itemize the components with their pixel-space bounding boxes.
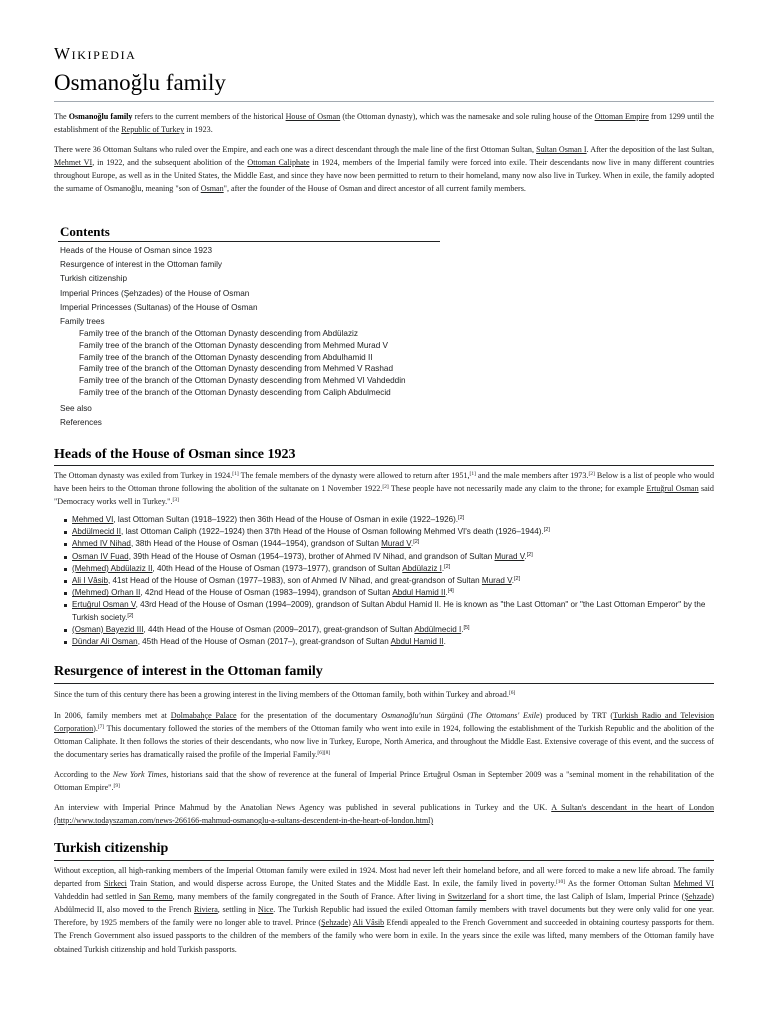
bold-term: Osmanoğlu family <box>68 112 133 121</box>
toc-divider <box>58 241 440 242</box>
text-run: , in 1922, and the subsequent abolition of the <box>92 158 248 168</box>
head-link[interactable]: Dündar Ali Osman <box>72 637 138 647</box>
list-item <box>64 526 714 538</box>
citizenship-paragraph <box>54 864 714 956</box>
text-run: Below is a list of people who would have been heirs to the Ottoman throne following the abolition of the sultanate on 1 November 1922. <box>54 471 714 494</box>
link-ali-vasib[interactable]: Ali Vâsib <box>352 918 385 928</box>
list-item <box>64 599 714 623</box>
table-of-contents <box>60 244 460 430</box>
text-run: ", after the founder of the House of Osman and direct ancestor of all current family members. <box>223 184 526 194</box>
text-run: refers to the current members of the historical <box>132 112 286 121</box>
text-run: . <box>461 624 464 634</box>
text-run: said "Democracy works well in Turkey.". <box>54 484 714 507</box>
toc-item[interactable]: Heads of the House of Osman since 1923 <box>60 246 213 255</box>
toc-subitem[interactable]: Family tree of the branch of the Ottoman Dynasty descending from Caliph Abdulmecid <box>79 387 391 397</box>
citation-ref[interactable]: [3] <box>172 497 179 504</box>
citation-ref[interactable]: [5] <box>463 624 470 631</box>
text-run: , settling in <box>217 905 259 915</box>
resurgence-paragraph-1 <box>54 688 714 701</box>
citation-ref[interactable]: [2] <box>127 612 134 619</box>
text-run: and the male members after 1973. <box>475 471 589 480</box>
link-sehzade[interactable]: Şehzade <box>321 918 349 928</box>
citation-ref[interactable]: [2] <box>444 563 451 570</box>
citation-ref[interactable]: [6][8] <box>317 750 331 757</box>
text-run: The <box>54 112 69 121</box>
toc-item[interactable]: Resurgence of interest in the Ottoman family <box>60 260 223 270</box>
text-run: Vahdeddin had settled in <box>54 892 139 902</box>
text-run: . <box>524 551 527 561</box>
text-run: This documentary followed the stories of the members of the Ottoman family who went into exile in 1924, following the establishment of the Turkish Republic and the abolition of the Ottoman Caliphate. It then follows the stories of their descendants, who now live in Turkey, Europe, North America, and throughout the Middle East. Extensive coverage of this event, and the success of the documentary series has dramatically raised the profile of the Imperial Family. <box>54 724 714 760</box>
head-link[interactable]: Mehmed VI <box>72 515 114 524</box>
link-switzerland[interactable]: Switzerland <box>447 892 487 902</box>
text-run: According to the <box>54 770 113 779</box>
toc-subitem[interactable]: Family tree of the branch of the Ottoman Dynasty descending from Mehmed VI Vahdeddin <box>79 376 406 386</box>
sultan-link[interactable]: Murad V <box>381 539 411 549</box>
list-item <box>64 587 714 599</box>
citation-ref[interactable]: [2] <box>588 471 595 477</box>
text-run: from 1299 until the establishment of the <box>54 112 715 135</box>
list-item <box>64 514 714 526</box>
text-run: for the presentation of the documentary <box>236 711 382 720</box>
text-run: . <box>410 539 414 549</box>
wikipedia-wordmark[interactable]: Wikipedia <box>54 44 137 63</box>
text-run: The Ottoman dynasty was exiled from Turkey in 1924. <box>54 471 233 480</box>
list-item <box>64 575 714 587</box>
sultan-link[interactable]: Abdülmecid I <box>414 624 462 634</box>
link-sehzade[interactable]: Şehzade <box>684 892 712 902</box>
text-run: There were 36 Ottoman Sultans who ruled over the Empire, and each one was a direct descendant through the male line of the first Ottoman Sultan, <box>54 145 537 154</box>
text-run: , 45th Head of the House of Osman (2017–), great-grandson of Sultan <box>137 637 391 647</box>
text-run: , 40th Head of the House of Osman (1973–1977), grandson of Sultan <box>152 563 403 573</box>
text-run: ) <box>348 918 353 928</box>
text-run: in 1924, members of the Imperial family were forced into exile. Their descendants now live in many different countries throughout Europe, as well as in the United States, the Middle East, and since they have now been permitted to return to their homeland, many now also live in Turkey. When in exile, the family adopted the surname of Osmanoğlu, meaning "son of <box>54 158 714 194</box>
link-sultan-osman-i[interactable]: Sultan Osman I <box>536 145 587 154</box>
text-run: Efendi appealed to the French Government and succeeded in obtaining courtesy passports for them. The French Government also issued passports to the children of the members of the family who were born in exile. In the years since the exile was lifted, many members of the Ottoman family have obtained Turkish citizenship and hold Turkish passports. <box>54 918 714 954</box>
list-item <box>64 551 714 563</box>
citation-ref[interactable]: [1] <box>469 471 476 477</box>
sultan-link[interactable]: Abdul Hamid II <box>392 588 446 598</box>
head-link[interactable]: Ahmed IV Nihad <box>72 539 131 549</box>
text-run: , historians said that the show of reverence at the funeral of Imperial Prince Ertuğrul Osman in September 2009 was a "seminal moment in the rehabilitation of the Ottoman Empire". <box>54 770 715 793</box>
text-run: , 39th Head of the House of Osman (1954–1973), brother of Ahmed IV Nihad, and grandson of Sultan <box>128 551 495 561</box>
link-osman[interactable]: Osman <box>200 184 224 194</box>
text-run: . <box>441 563 445 573</box>
link-dolmabahce-palace[interactable]: Dolmabahçe Palace <box>170 711 237 720</box>
link-nice[interactable]: Nice <box>258 905 274 915</box>
section-divider <box>54 683 714 684</box>
head-link[interactable]: Ertuğrul Osman V <box>72 600 136 610</box>
heads-list <box>64 514 714 648</box>
toc-subitem[interactable]: Family tree of the branch of the Ottoman Dynasty descending from Abdulhamid II <box>79 352 373 362</box>
head-link[interactable]: (Mehmed) Abdülaziz II <box>72 563 153 573</box>
text-run: . <box>445 588 448 598</box>
text-run: for a short time, the last Caliph of Islam, Imperial Prince ( <box>486 892 685 902</box>
toc-subitem[interactable]: Family tree of the branch of the Ottoman Dynasty descending from Abdülaziz <box>79 328 358 338</box>
text-run: , 44th Head of the House of Osman (2009–2017), great-grandson of Sultan <box>143 624 415 634</box>
citation-ref[interactable]: [9] <box>113 783 120 790</box>
toc-item[interactable]: Imperial Princesses (Sultanas) of the House of Osman <box>60 302 258 312</box>
documentary-title: Osmanoğlu'nun Sürgünü <box>381 711 464 720</box>
citation-ref[interactable]: [2] <box>543 527 550 534</box>
text-run: An interview with Imperial Prince Mahmud by the Anatolian News Agency was published in several publications in Turkey and the UK. <box>54 803 552 812</box>
link-ottoman-empire[interactable]: Ottoman Empire <box>594 112 649 121</box>
citation-ref[interactable]: [1] <box>232 471 239 477</box>
citation-ref[interactable]: [6] <box>508 690 516 696</box>
link-san-remo[interactable]: San Remo <box>138 892 173 902</box>
toc-item[interactable]: Family trees <box>60 316 105 326</box>
link-trt[interactable]: Turkish Radio and Television Corporation <box>54 711 714 734</box>
link-ertugrul-osman[interactable]: Ertuğrul Osman <box>646 484 699 494</box>
text-run: The female members of the dynasty were allowed to return after 1951, <box>238 471 470 480</box>
link-republic-of-turkey[interactable]: Republic of Turkey <box>121 125 185 135</box>
sultan-link[interactable]: Abdülaziz I <box>402 563 442 573</box>
text-run: In 2006, family members met at <box>54 711 171 720</box>
text-run: ( <box>463 711 470 720</box>
text-run: (the Ottoman dynasty), which was the namesake and sole ruling house of the <box>340 112 595 121</box>
head-link[interactable]: Abdülmecid II <box>72 527 122 537</box>
text-run: . The Turkish Republic had issued the exiled Ottoman family members with travel documents but they were only valid for one year. Therefore, by 1925 members of the family were no longer able to travel. Prince ( <box>54 905 714 928</box>
sultan-link[interactable]: Murad V <box>481 576 512 586</box>
heading-heads: Heads of the House of Osman since 1923 <box>54 447 296 462</box>
documentary-title-english: The Ottomans' Exile <box>469 711 540 720</box>
list-item <box>64 563 714 575</box>
text-run: , 42nd Head of the House of Osman (1983–1994), grandson of Sultan <box>140 588 393 598</box>
toc-title: Contents <box>60 224 110 239</box>
text-run: . <box>511 576 515 586</box>
toc-subitem[interactable]: Family tree of the branch of the Ottoman Dynasty descending from Mehmed V Rashad <box>79 364 394 374</box>
citation-ref[interactable]: [7] <box>97 724 105 731</box>
resurgence-paragraph-4 <box>54 801 714 827</box>
sultan-link[interactable]: Abdul Hamid II <box>390 637 444 647</box>
citation-ref[interactable]: [2] <box>514 576 521 583</box>
text-run: in 1923. <box>184 125 213 135</box>
text-run: As the former Ottoman Sultan <box>565 879 674 889</box>
head-link[interactable]: (Osman) Bayezid III <box>72 624 144 634</box>
section-divider <box>54 465 714 466</box>
list-item <box>64 624 714 636</box>
publication-name: New York Times <box>112 770 167 779</box>
intro-paragraph-2 <box>54 143 714 195</box>
link-mehmet-vi[interactable]: Mehmet VI <box>54 158 93 168</box>
heading-citizenship: Turkish citizenship <box>54 841 169 856</box>
link-house-of-osman[interactable]: House of Osman <box>285 112 341 121</box>
citation-ref[interactable]: [2] <box>526 551 533 558</box>
intro-paragraph-1 <box>54 110 714 136</box>
text-run: , many members of the family congregated in the South of France. After living in <box>172 892 448 902</box>
link-riviera[interactable]: Riviera <box>193 905 218 915</box>
list-item <box>64 636 714 648</box>
head-link[interactable]: Osman IV Fuad <box>72 551 129 561</box>
toc-item[interactable]: Turkish citizenship <box>60 274 128 284</box>
text-run: These people have not necessarily made any claim to the throne; for example <box>388 484 647 494</box>
page-title: Osmanoğlu family <box>54 70 226 95</box>
heading-resurgence: Resurgence of interest in the Ottoman family <box>54 664 323 679</box>
list-item <box>64 538 714 550</box>
citation-ref[interactable]: [4] <box>447 588 454 595</box>
text-run: Train Station, and would disperse across Europe, the United States and the Middle East. In exile, the family lived in poverty. <box>126 879 556 889</box>
text-run: . After the deposition of the last Sultan, <box>586 145 715 154</box>
citation-ref[interactable]: [2] <box>413 539 420 546</box>
resurgence-paragraph-2 <box>54 709 714 761</box>
text-run: , last Ottoman Caliph (1922–1924) then 37th Head of the House of Osman following Mehmed VI's death (1926–1944). <box>121 527 544 537</box>
text-run: , 43rd Head of the House of Osman (1994–2009), grandson of Sultan Abdul Hamid II. He is known as "the Last Ottoman" or "the Last Ottoman Emperor" by the Turkish society. <box>72 600 706 622</box>
toc-item[interactable]: See also <box>60 403 92 413</box>
resurgence-paragraph-3 <box>54 768 714 794</box>
sultan-link[interactable]: Murad V <box>494 551 525 561</box>
head-link[interactable]: (Mehmed) Orhan II <box>72 588 141 598</box>
text-run: ) produced by TRT ( <box>539 711 614 720</box>
text-run: ). <box>93 724 98 734</box>
heads-paragraph <box>54 469 714 508</box>
link-ottoman-caliphate[interactable]: Ottoman Caliphate <box>247 158 310 168</box>
citation-ref[interactable]: [2] <box>458 515 465 521</box>
link-sirkeci[interactable]: Sirkeci <box>103 879 127 889</box>
title-divider <box>54 101 714 102</box>
text-run: , last Ottoman Sultan (1918–1922) then 36th Head of the House of Osman in exile (1922–1926). <box>113 515 459 524</box>
text-run: ) Abdülmecid II, also moved to the French <box>54 892 714 915</box>
text-run: . <box>443 637 446 647</box>
toc-item[interactable]: References <box>60 417 102 427</box>
section-divider <box>54 860 714 861</box>
external-link[interactable]: A Sultan's descendant in the heart of London (http://www.todayszaman.com/news-266166-mahmud-osmanoglu-a-sultans-descendent-in-the-heart-of-london.html) <box>54 803 714 826</box>
text-run: , 41st Head of the House of Osman (1977–1983), son of Ahmed IV Nihad, and great-grandson of Sultan <box>108 576 482 586</box>
citation-ref[interactable]: [10] <box>555 879 566 886</box>
citation-ref[interactable]: [2] <box>382 484 389 491</box>
text-run: Since the turn of this century there has been a growing interest in the living members of the Ottoman family, both within Turkey and abroad. <box>54 690 509 699</box>
toc-subitem[interactable]: Family tree of the branch of the Ottoman Dynasty descending from Mehmed Murad V <box>79 340 388 350</box>
toc-item[interactable]: Imperial Princes (Şehzades) of the House of Osman <box>60 288 250 298</box>
head-link[interactable]: Ali I Vâsib <box>72 576 108 586</box>
text-run: Without exception, all high-ranking members of the Imperial Ottoman family were exiled in 1924. Most had never left their homeland before, and all were forced to make a new life abroad. The family departed from <box>54 866 714 889</box>
text-run: , 38th Head of the House of Osman (1944–1954), grandson of Sultan <box>130 539 382 549</box>
link-mehmed-vi[interactable]: Mehmed VI <box>673 879 714 889</box>
